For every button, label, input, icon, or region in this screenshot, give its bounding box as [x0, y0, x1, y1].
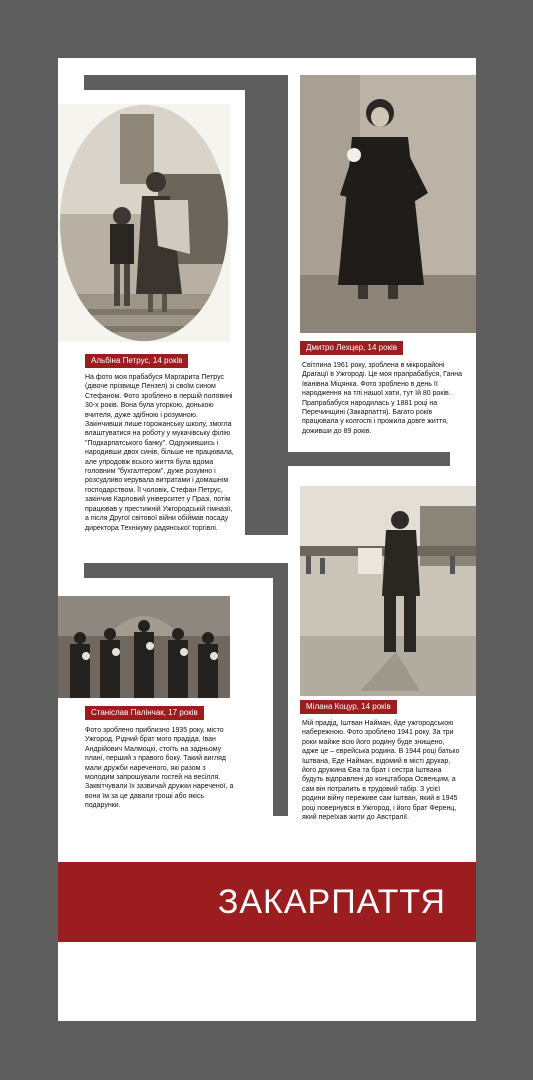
frame-bar: [84, 563, 288, 578]
photo-old-woman: [300, 75, 476, 333]
entry-story-text: Світлина 1961 року, зроблена в мікрорайоні Драгації в Ужгороді. Це моя прапрабабуся, Ганна Іванівна Міцянка. Фото зроблено в день її народження на тлі нашої хати, тут їй 80 років. Прапрабабуся народилась у 1881 році на Перечинщині (Закарпаття). Багато років працювала у колгоспі і прожила довге життя, доживши до 89 років.: [302, 362, 463, 435]
photo-wedding-group: [58, 596, 230, 698]
frame-bar: [245, 75, 288, 147]
entry-author-caption: Мілана Коцур, 14 років: [300, 700, 397, 714]
frame-bar: [273, 578, 288, 816]
entry-author-caption: Дмитро Лехцер, 14 років: [300, 341, 403, 355]
region-banner: [58, 862, 476, 942]
entry-author-caption: Альбіна Петрус, 14 років: [85, 354, 188, 368]
exhibit-panel: [58, 58, 476, 1021]
photo-portrait-mother-son: [58, 104, 230, 342]
entry-story-text: На фото моя прабабуся Маргарита Петрус (дівоче прізвище Пензел) зі своїм сином Стефаном. Фото зроблено в першій половині 30-х років. Вона була угоркою, донькою вчителя, дуже здібною і розумною. Закінчивши лише горожанську школу, змогла влаштуватися на роботу у мукачівську філію "Подкарпатського банку". Одружившись і народивши двох синів, більше не працювала, але упродовж всього життя була вдома головним "бухгалтером", дуже розумно і розсудливо керувала витратами і домашнім господарством. Її чоловік, Стефан Петрус, закінчив Карловий університет у Празі, потім працював у престижній Ужгородській гімназії, а після Другої світової війни обіймав посаду директора Технікуму радянської торгівлі.: [85, 374, 234, 532]
frame-bar: [288, 452, 450, 466]
photo-man-on-embankment: [300, 486, 476, 696]
entry-story-text: Фото зроблено приблизно 1935 року, місто Ужгород. Рідний брат мого прадіда, Іван Андрійович Малмоцкі, стоїть на задньому плані, перший з правого боку. Такий вигляд мали дружби нареченого, які разом з молодим запрошували гостей на весілля. Заквітчували їх зазвичай дружки нареченої, а вони їм за це давали гроші або якісь подарунки.: [85, 727, 234, 810]
entry-story-text: Мій прадід, Іштван Найман, йде ужгородською набережною. Фото зроблено 1941 року. За три роки майже всю його родину буде знищено, адже це – єврейська родина. В 1944 році батько Іштвана, Еде Найман, відомий в місті друкар, його дружина Єва та брат і сестра Іштвана будуть відправлені до концтабора Освенцим, а сам він потрапить в трудовий табір. З усієї родини війну переживе сам Іштван, який в 1945 році повернувся в Ужгород, і його брат Ференц, який переїхав жити до Австралії.: [302, 720, 460, 822]
frame-bar: [245, 147, 288, 535]
region-title: ЗАКАРПАТТЯ: [217, 883, 446, 921]
entry-author-caption: Станіслав Палінчак, 17 років: [85, 706, 204, 720]
